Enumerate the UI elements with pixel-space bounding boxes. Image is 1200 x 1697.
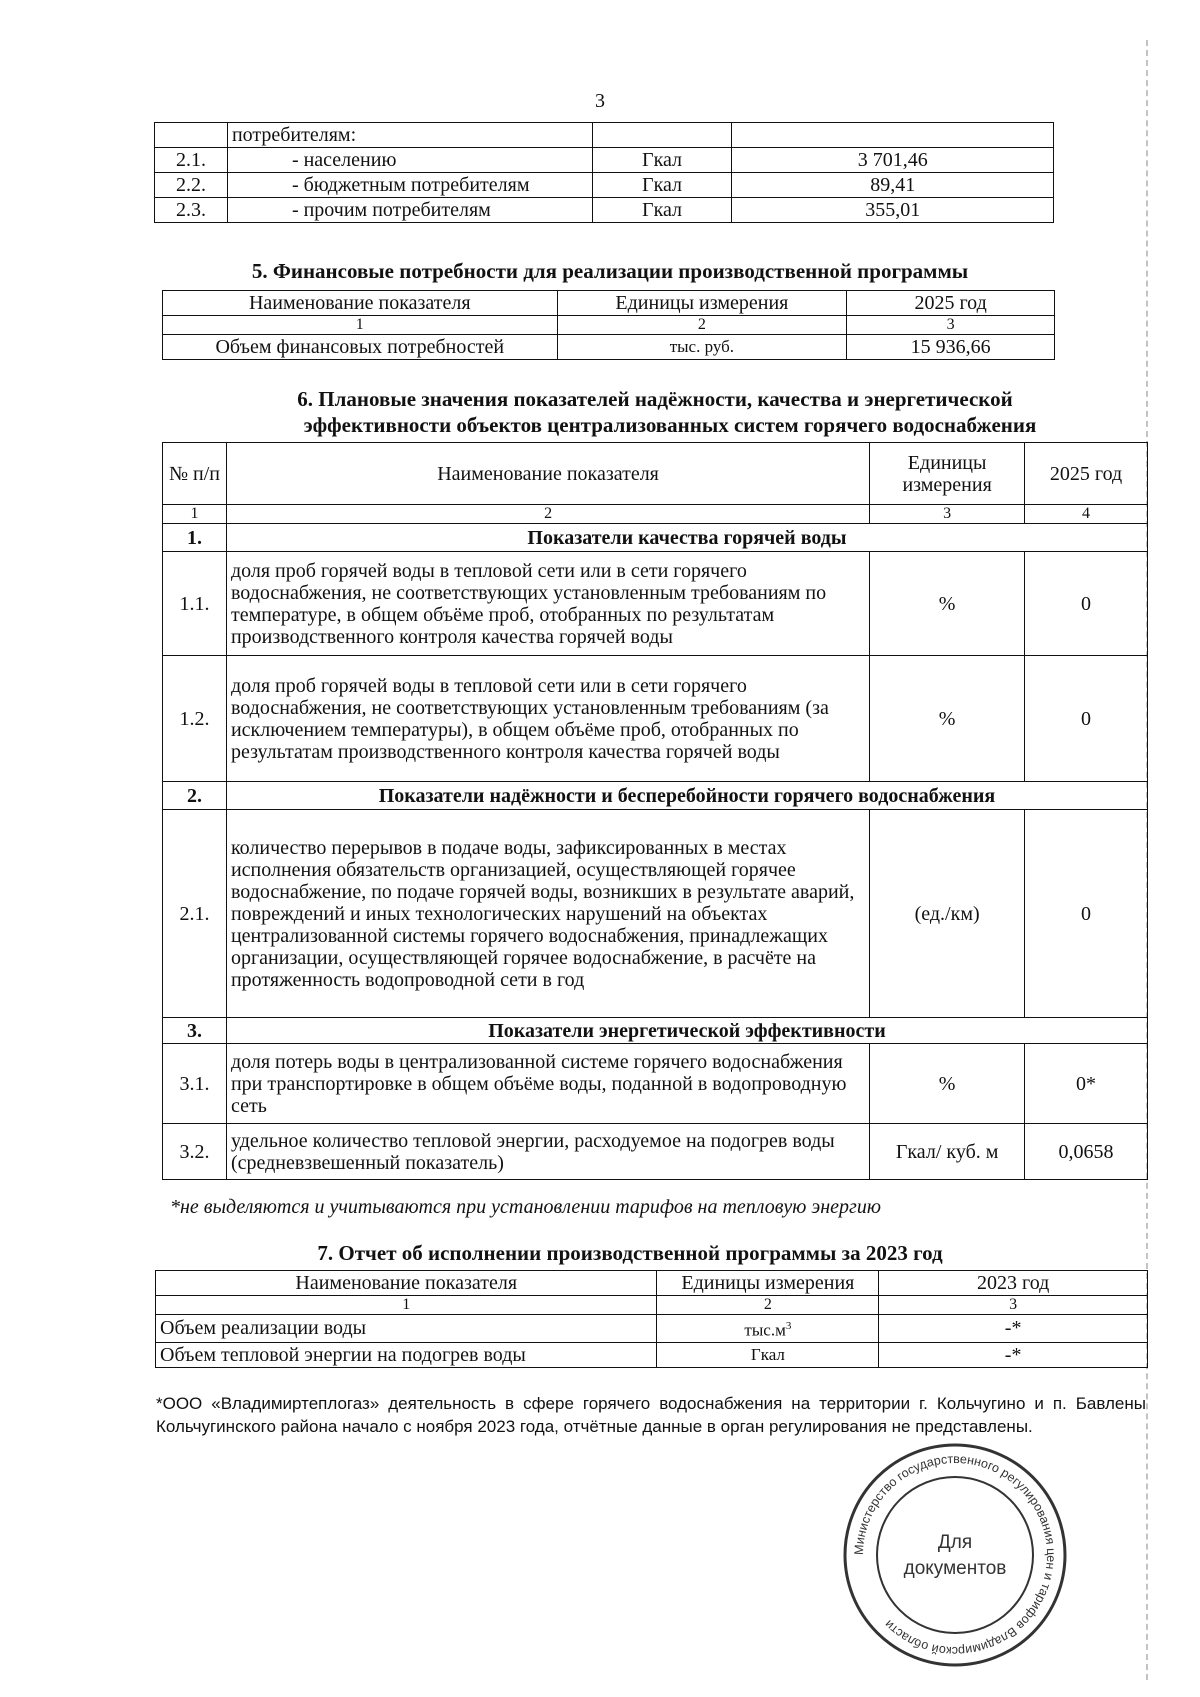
group-title: Показатели качества горячей воды xyxy=(226,524,1147,552)
column-number: 2 xyxy=(657,1296,879,1315)
header-unit: Единицы измерения xyxy=(870,443,1025,505)
header-cell: 2025 год xyxy=(847,291,1055,316)
row-value: 15 936,66 xyxy=(847,335,1055,360)
row-unit: Гкал xyxy=(592,148,732,173)
row-unit: Гкал xyxy=(592,198,732,223)
column-number: 3 xyxy=(870,505,1025,524)
table-row xyxy=(163,552,1148,656)
unit-text: Гкал xyxy=(750,1344,785,1364)
row-number: 3.1. xyxy=(163,1044,227,1124)
group-row xyxy=(163,782,1148,810)
stamp-center-line-1: Для xyxy=(937,1532,973,1553)
consumers-table xyxy=(154,122,1054,223)
row-name: - населению xyxy=(227,148,592,173)
row-value: 0 xyxy=(1025,656,1148,782)
table-row xyxy=(163,505,1148,524)
section-6-title-line-1: 6. Плановые значения показателей надёжности, качества и энергетической xyxy=(297,387,1013,411)
group-number: 2. xyxy=(163,782,227,810)
stamp-ring-text xyxy=(852,1452,1058,1658)
indicators-table xyxy=(162,442,1148,1180)
row-value: 355,01 xyxy=(732,198,1054,223)
section-6-title-line-2: эффективности объектов централизованных систем горячего водоснабжения xyxy=(303,413,1037,437)
header-cell: Наименование показателя xyxy=(156,1271,657,1296)
table-row xyxy=(156,1271,1148,1296)
group-title: Показатели надёжности и бесперебойности горячего водоснабжения xyxy=(226,782,1147,810)
group-title: Показатели энергетической эффективности xyxy=(226,1018,1147,1044)
row-name: Объем финансовых потребностей xyxy=(163,335,558,360)
table-row xyxy=(163,291,1055,316)
table-row xyxy=(156,1315,1148,1343)
row-unit xyxy=(657,1315,879,1343)
header-name: Наименование показателя xyxy=(226,443,869,505)
stamp-inner-ring xyxy=(877,1477,1033,1633)
group-number: 3. xyxy=(163,1018,227,1044)
table-row xyxy=(163,656,1148,782)
table-row xyxy=(155,198,1054,223)
page-number: 3 xyxy=(595,90,605,112)
table-row xyxy=(163,443,1148,505)
row-value: 0 xyxy=(1025,810,1148,1018)
row-unit: (ед./км) xyxy=(870,810,1025,1018)
row-unit: % xyxy=(870,656,1025,782)
table-row xyxy=(163,1044,1148,1124)
table-row xyxy=(155,173,1054,198)
official-stamp xyxy=(840,1440,1070,1670)
column-number: 3 xyxy=(847,316,1055,335)
table-row xyxy=(163,316,1055,335)
row-number: 2.1. xyxy=(155,148,228,173)
row-number: 1.1. xyxy=(163,552,227,656)
report-table xyxy=(155,1270,1148,1368)
row-name: Объем тепловой энергии на подогрев воды xyxy=(156,1342,657,1367)
row-value: 0,0658 xyxy=(1025,1124,1148,1180)
row-value: 3 701,46 xyxy=(732,148,1054,173)
stamp-ring-textpath: Министерство государственного регулирования цен и тарифов Владимирской области xyxy=(851,1451,1059,1659)
header-cell: Единицы измерения xyxy=(657,1271,879,1296)
table-row xyxy=(156,1342,1148,1367)
row-name: - прочим потребителям xyxy=(227,198,592,223)
row-number: 2.1. xyxy=(163,810,227,1018)
column-number: 1 xyxy=(163,505,227,524)
table-row xyxy=(156,1296,1148,1315)
row-value: 89,41 xyxy=(732,173,1054,198)
row-unit: % xyxy=(870,552,1025,656)
column-number: 2 xyxy=(557,316,847,335)
table-row xyxy=(155,148,1054,173)
row-name: удельное количество тепловой энергии, расходуемое на подогрев воды (средневзвешенный показатель) xyxy=(226,1124,869,1180)
row-number: 2.3. xyxy=(155,198,228,223)
finance-table xyxy=(162,290,1055,360)
consumers-header-text: потребителям: xyxy=(227,123,592,148)
header-num: № п/п xyxy=(163,443,227,505)
section-7-title: 7. Отчет об исполнении производственной программы за 2023 год xyxy=(317,1241,943,1265)
table-row xyxy=(163,1124,1148,1180)
table-row xyxy=(155,123,1054,148)
header-cell: Наименование показателя xyxy=(163,291,558,316)
row-number: 1.2. xyxy=(163,656,227,782)
row-name: - бюджетным потребителям xyxy=(227,173,592,198)
row-number: 3.2. xyxy=(163,1124,227,1180)
row-value: -* xyxy=(879,1342,1148,1367)
row-unit: Гкал/ куб. м xyxy=(870,1124,1025,1180)
row-name: доля потерь воды в централизованной системе горячего водоснабжения при транспортировке в общем объёме воды, поданной в водопроводную сеть xyxy=(226,1044,869,1124)
stamp-center-line-2: документов xyxy=(903,1558,1007,1579)
row-unit: Гкал xyxy=(592,173,732,198)
table-row xyxy=(163,810,1148,1018)
row-unit xyxy=(657,1342,879,1367)
header-cell: 2023 год xyxy=(879,1271,1148,1296)
section-5-title: 5. Финансовые потребности для реализации производственной программы xyxy=(251,259,969,283)
row-value: -* xyxy=(879,1315,1148,1343)
indicators-note: *не выделяются и учитываются при установлении тарифов на тепловую энергию xyxy=(170,1196,881,1218)
unit-text: тыс.м xyxy=(744,1320,786,1340)
column-number: 1 xyxy=(163,316,558,335)
table-row xyxy=(163,335,1055,360)
row-name: доля проб горячей воды в тепловой сети или в сети горячего водоснабжения, не соответствующих установленным требованиям (за исключением температуры), в общем объёме проб, отобранных по результатам производственного контроля качества горячей воды xyxy=(226,656,869,782)
column-number: 4 xyxy=(1025,505,1148,524)
row-name: количество перерывов в подаче воды, зафиксированных в местах исполнения обязательств организацией, осуществляющей горячее водоснабжение, по подаче горячей воды, возникших в результате аварий, повреждений и иных технологических нарушений на объектах централизованной системы горячего водоснабжения, принадлежащих организации, осуществляющей горячее водоснабжение, в расчёте на протяженность водопроводной сети в год xyxy=(226,810,869,1018)
group-row xyxy=(163,524,1148,552)
footnote: *ООО «Владимиртеплогаз» деятельность в сфере горячего водоснабжения на территории г. Кольчугино и п. Бавлены Кольчугинского района начало с ноября 2023 года, отчётные данные в орган регулирования не представлены. xyxy=(156,1394,1146,1436)
group-row xyxy=(163,1018,1148,1044)
column-number: 3 xyxy=(879,1296,1148,1315)
row-name: Объем реализации воды xyxy=(156,1315,657,1343)
column-number: 2 xyxy=(226,505,869,524)
group-number: 1. xyxy=(163,524,227,552)
header-year: 2025 год xyxy=(1025,443,1148,505)
header-cell: Единицы измерения xyxy=(557,291,847,316)
column-number: 1 xyxy=(156,1296,657,1315)
row-name: доля проб горячей воды в тепловой сети или в сети горячего водоснабжения, не соответствующих установленным требованиям по температуре, в общем объёме проб, отобранных по результатам производственного контроля качества горячей воды xyxy=(226,552,869,656)
row-value: 0 xyxy=(1025,552,1148,656)
row-unit: % xyxy=(870,1044,1025,1124)
row-value: 0* xyxy=(1025,1044,1148,1124)
unit-superscript: 3 xyxy=(785,1320,792,1332)
row-number: 2.2. xyxy=(155,173,228,198)
row-unit: тыс. руб. xyxy=(557,335,847,360)
